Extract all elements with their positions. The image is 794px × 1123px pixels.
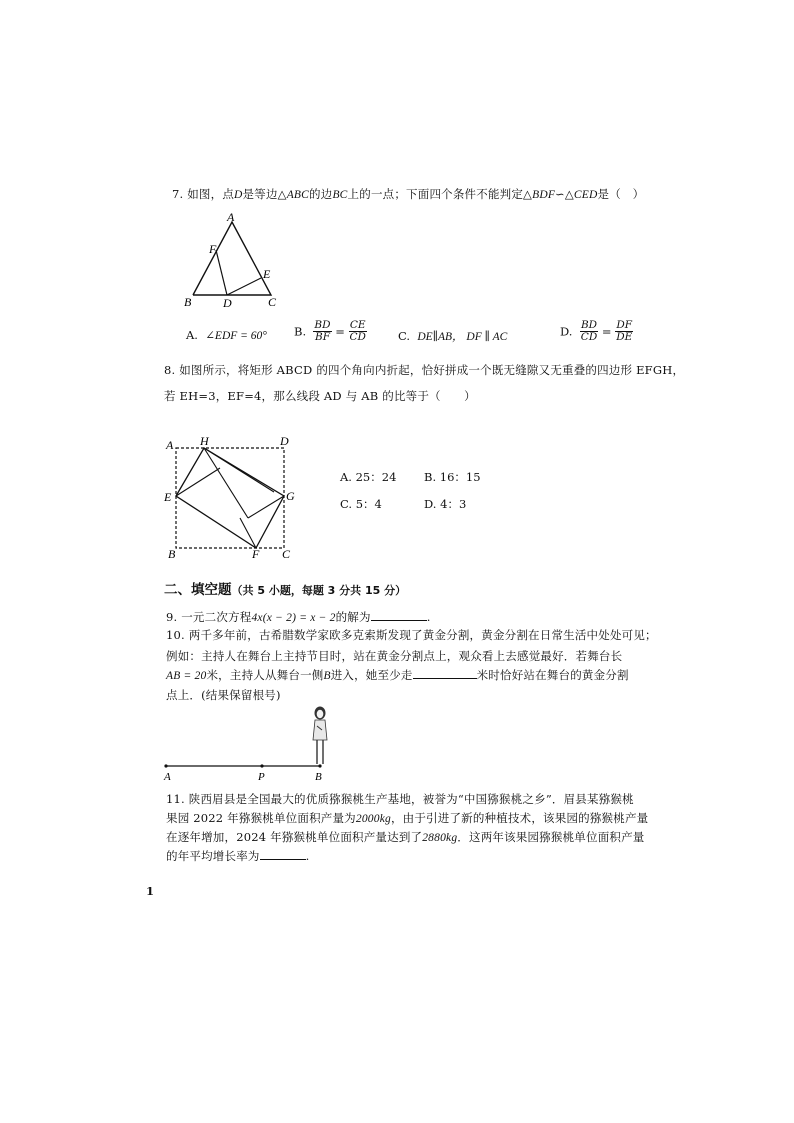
page-number: 1 [146, 884, 155, 898]
label-F: F [209, 242, 217, 256]
q8-line2: 若 EH=3，EF=4，那么线段 AD 与 AB 的比等于（ ） [164, 389, 476, 403]
q8-option-a[interactable]: A. 25：24 [340, 470, 397, 484]
label-D: D [280, 434, 289, 448]
q8-rectangle-figure [162, 432, 302, 562]
q7-option-c[interactable]: C. DE∥AB， DF ∥ AC [398, 329, 508, 343]
q10-line2: 例如：主持人在舞台上主持节目时，站在黄金分割点上，观众看上去感觉最好．若舞台长 [166, 649, 623, 663]
q9-answer-blank[interactable] [371, 610, 427, 621]
q7-option-a[interactable]: A. ∠EDF = 60° [186, 328, 267, 342]
q8-option-c[interactable]: C. 5：4 [340, 497, 382, 511]
q10-answer-blank[interactable] [413, 668, 477, 679]
q8-option-d[interactable]: D. 4：3 [424, 497, 467, 511]
label-G: G [286, 489, 295, 503]
q8-option-b[interactable]: B. 16：15 [424, 470, 481, 484]
q9: 9. 一元二次方程4x(x − 2) = x − 2的解为 . [166, 610, 431, 624]
q11-line4: 的年平均增长率为 . [166, 849, 310, 863]
label-B: B [184, 295, 192, 309]
label-H: H [200, 434, 209, 448]
q8-line1: 8. 如图所示，将矩形 ABCD 的四个角向内折起，恰好拼成一个既无缝隙又无重叠的四边形 EFGH， [164, 363, 685, 377]
q7-stem: 7. 如图，点D是等边△ABC的边BC上的一点；下面四个条件不能判定△BDF∽△CED是（ ） [172, 187, 645, 201]
host-person-icon [313, 707, 327, 765]
q11-line2: 果园 2022 年猕猴桃单位面积产量为2000kg，由于引进了新的种植技术，该果园的猕猴桃产量 [166, 811, 649, 825]
label-C: C [282, 547, 291, 561]
label-C: C [268, 295, 277, 309]
q11-answer-blank[interactable] [260, 849, 306, 860]
label-B: B [168, 547, 176, 561]
q10-line3: AB = 20米，主持人从舞台一侧B进入，她至少走 米时恰好站在舞台的黄金分割 [166, 668, 629, 682]
label-D: D [223, 296, 232, 310]
label-A: A [166, 438, 174, 452]
q11-line3: 在逐年增加，2024 年猕猴桃单位面积产量达到了2880kg．这两年该果园猕猴桃单位面积产量 [166, 830, 645, 844]
q7-option-b[interactable]: B. $\frac{BD}{BF}$ = $\frac{CE}{CD}$ [294, 319, 366, 343]
label-P: P [258, 771, 265, 782]
q7-option-d[interactable]: D. $\frac{BD}{CD}$ = $\frac{DF}{DE}$ [560, 319, 633, 343]
q7-triangle-figure [180, 208, 290, 312]
q11-line1: 11. 陕西眉县是全国最大的优质猕猴桃生产基地，被誉为“中国猕猴桃之乡”．眉县某猕猴桃 [166, 792, 634, 806]
label-E: E [164, 490, 172, 504]
q10-stage-figure [160, 700, 340, 782]
section-title: 二、填空题（共 5 小题，每题 3 分共 15 分） [164, 582, 407, 598]
q10-line1: 10. 两千多年前，古希腊数学家欧多克索斯发现了黄金分割，黄金分割在日常生活中处处可见； [166, 628, 657, 642]
label-F: F [252, 547, 260, 561]
label-E: E [263, 267, 271, 281]
label-A: A [227, 210, 235, 224]
label-A: A [164, 771, 171, 782]
q10-line4: 点上．(结果保留根号) [166, 688, 281, 702]
label-B: B [315, 771, 322, 782]
